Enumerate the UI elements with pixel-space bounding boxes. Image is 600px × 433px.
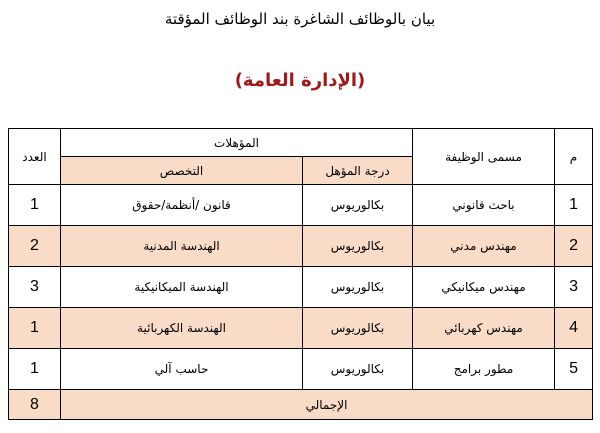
row-count: 1 [9, 308, 61, 349]
section-title: (الإدارة العامة) [234, 70, 366, 91]
total-count: 8 [9, 390, 61, 420]
row-degree: بكالوريوس [303, 267, 413, 308]
document-title: بيان بالوظائف الشاغرة بند الوظائف المؤقتة [164, 10, 436, 28]
row-index: 2 [555, 226, 593, 267]
row-index: 4 [555, 308, 593, 349]
row-job-title: مطور برامج [413, 349, 555, 390]
row-count: 1 [9, 349, 61, 390]
header-job-title: مسمى الوظيفة [413, 129, 555, 185]
row-index: 3 [555, 267, 593, 308]
row-index: 5 [555, 349, 593, 390]
table-header-row [9, 129, 593, 157]
row-count: 2 [9, 226, 61, 267]
header-degree: درجة المؤهل [303, 157, 413, 185]
table-row [9, 308, 593, 349]
row-specialization: الهندسة الميكانيكية [61, 267, 303, 308]
header-specialization: التخصص [61, 157, 303, 185]
row-specialization: حاسب آلي [61, 349, 303, 390]
row-degree: بكالوريوس [303, 308, 413, 349]
row-index: 1 [555, 185, 593, 226]
row-degree: بكالوريوس [303, 226, 413, 267]
row-job-title: مهندس كهربائي [413, 308, 555, 349]
row-job-title: مهندس ميكانيكي [413, 267, 555, 308]
total-row [9, 390, 593, 420]
header-index: م [555, 129, 593, 185]
row-degree: بكالوريوس [303, 185, 413, 226]
row-job-title: باحث قانوني [413, 185, 555, 226]
table-row [9, 267, 593, 308]
table-row [9, 226, 593, 267]
row-count: 1 [9, 185, 61, 226]
table-row [9, 349, 593, 390]
row-specialization: قانون /أنظمة/حقوق [61, 185, 303, 226]
row-specialization: الهندسة الكهربائية [61, 308, 303, 349]
row-degree: بكالوريوس [303, 349, 413, 390]
row-specialization: الهندسة المدنية [61, 226, 303, 267]
header-count: العدد [9, 129, 61, 185]
total-label: الإجمالي [61, 390, 593, 420]
row-job-title: مهندس مدني [413, 226, 555, 267]
table-row [9, 185, 593, 226]
jobs-table [8, 128, 593, 420]
header-qualifications: المؤهلات [61, 129, 413, 157]
row-count: 3 [9, 267, 61, 308]
